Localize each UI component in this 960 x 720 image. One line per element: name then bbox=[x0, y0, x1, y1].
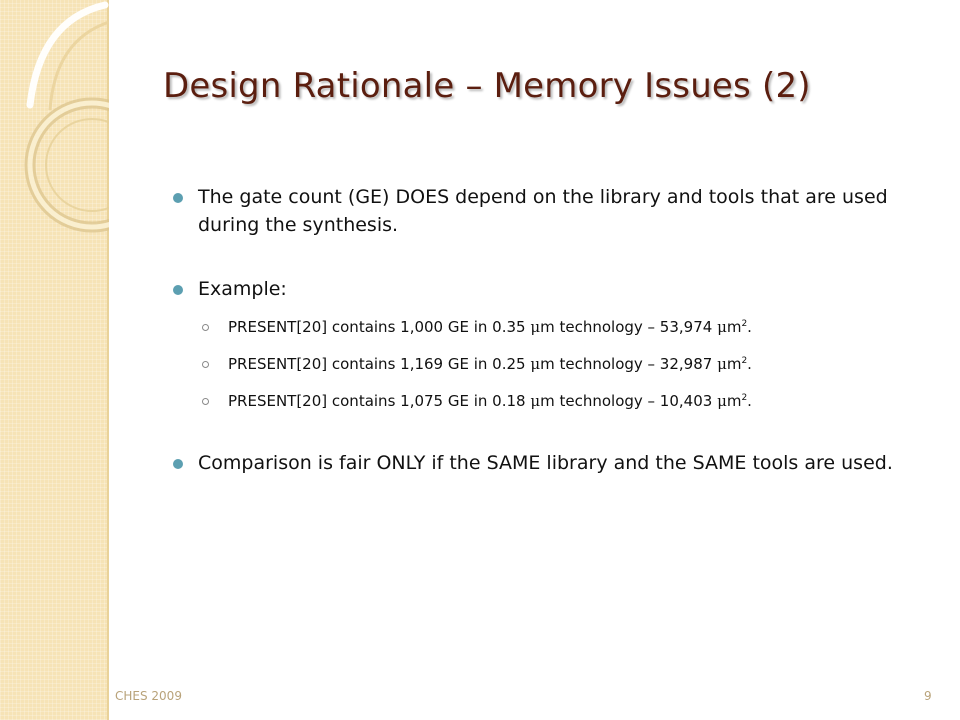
unit-text: m bbox=[726, 355, 742, 373]
sub-bullet-ring bbox=[202, 361, 209, 368]
bullet-dot bbox=[173, 285, 183, 295]
unit-text: m bbox=[726, 318, 742, 336]
sub-bullet-ring bbox=[202, 324, 209, 331]
superscript: 2 bbox=[741, 356, 748, 366]
example-item bbox=[170, 391, 910, 411]
footer-conference: CHES 2009 bbox=[115, 689, 182, 703]
mu-symbol: μ bbox=[530, 318, 541, 336]
unit-text: m bbox=[726, 392, 742, 410]
example-text-mid: m technology – 10,403 bbox=[540, 392, 718, 410]
bullet-dot bbox=[173, 459, 183, 469]
example-text-post: . bbox=[747, 355, 752, 373]
example-text-mid: m technology – 32,987 bbox=[540, 355, 718, 373]
bullet-gate-count bbox=[170, 183, 910, 239]
page-number: 9 bbox=[924, 689, 932, 703]
bullet-text: Example: bbox=[198, 278, 287, 300]
example-item bbox=[170, 354, 910, 374]
mu-symbol: μ bbox=[717, 318, 727, 336]
slide-title: Design Rationale – Memory Issues (2) bbox=[163, 66, 811, 106]
example-text-mid: m technology – 53,974 bbox=[540, 318, 718, 336]
example-text-pre: PRESENT[20] contains 1,075 GE in 0.18 bbox=[228, 392, 531, 410]
example-text-post: . bbox=[747, 392, 752, 410]
bullet-text: Comparison is fair ONLY if the SAME library and the SAME tools are used. bbox=[198, 452, 893, 474]
bullet-example bbox=[170, 275, 910, 303]
example-text-pre: PRESENT[20] contains 1,169 GE in 0.25 bbox=[228, 355, 531, 373]
bullet-text: The gate count (GE) DOES depend on the library and tools that are used during the synthesis. bbox=[198, 186, 888, 236]
bullet-comparison bbox=[170, 449, 910, 477]
superscript: 2 bbox=[741, 319, 748, 329]
sub-bullet-ring bbox=[202, 398, 209, 405]
mu-symbol: μ bbox=[717, 392, 727, 410]
bullet-dot bbox=[173, 193, 183, 203]
slide-content bbox=[170, 183, 910, 477]
superscript: 2 bbox=[741, 393, 748, 403]
example-text-post: . bbox=[747, 318, 752, 336]
mu-symbol: μ bbox=[530, 355, 541, 373]
mu-symbol: μ bbox=[530, 392, 541, 410]
decorative-swirl-graphic bbox=[0, 0, 109, 720]
example-item bbox=[170, 317, 910, 337]
example-text-pre: PRESENT[20] contains 1,000 GE in 0.35 bbox=[228, 318, 531, 336]
mu-symbol: μ bbox=[717, 355, 727, 373]
